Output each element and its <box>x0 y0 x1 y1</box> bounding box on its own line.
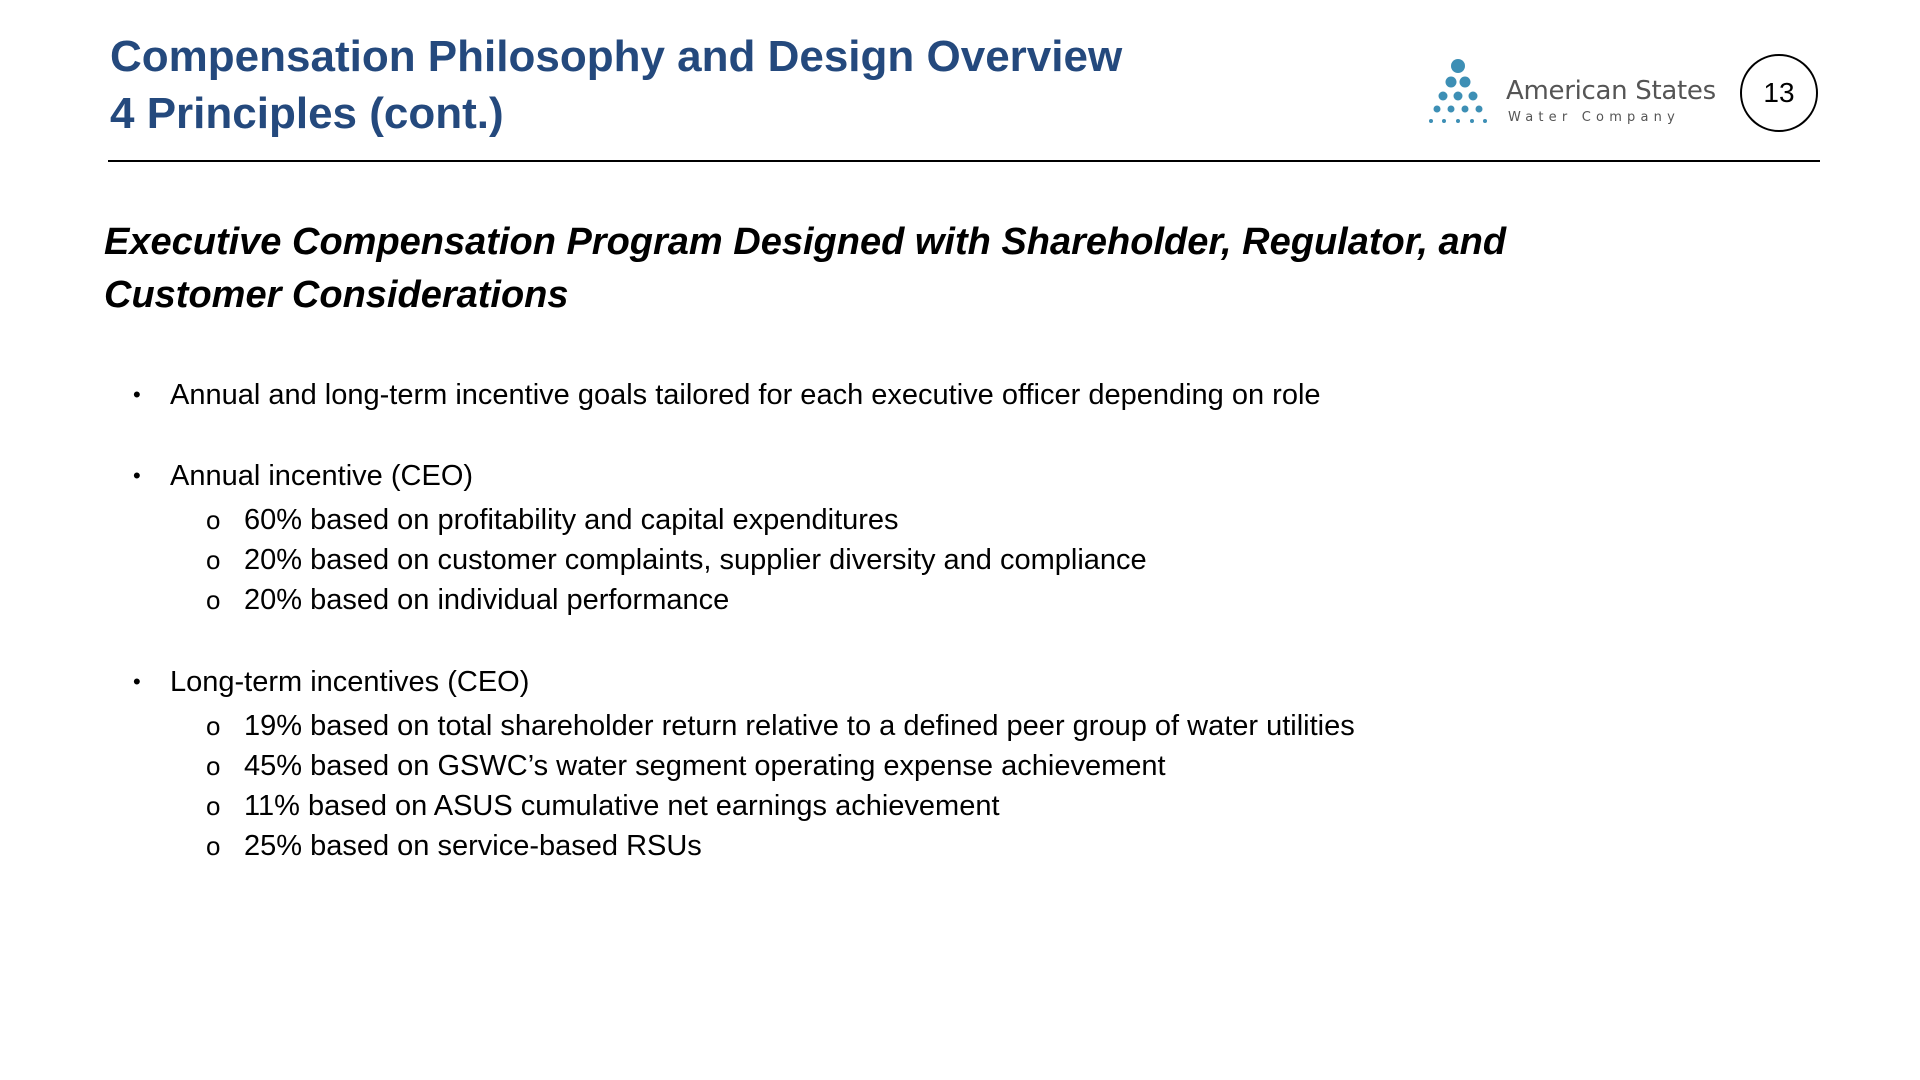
slide-title <box>110 28 1122 142</box>
logo-drop <box>1451 59 1465 73</box>
sub-bullet-marker: o <box>206 585 221 615</box>
logo-drop <box>1483 119 1487 123</box>
section-subtitle-line-1: Executive Compensation Program Designed with Shareholder, Regulator, and <box>104 221 1507 263</box>
sub-bullet-marker: o <box>206 751 221 781</box>
logo-drop <box>1434 106 1441 113</box>
logo-drop <box>1476 106 1483 113</box>
sub-bullet-item <box>206 503 899 537</box>
logo-drop <box>1460 77 1471 88</box>
company-logo <box>1418 58 1718 128</box>
sub-bullet-marker: o <box>206 505 221 535</box>
sub-bullet-marker: o <box>206 831 221 861</box>
logo-drop <box>1439 92 1448 101</box>
bullet-text: Annual incentive (CEO) <box>170 460 474 492</box>
logo-drop <box>1442 119 1446 123</box>
bullet-marker: • <box>133 669 141 694</box>
bullet-item <box>133 665 529 699</box>
section-subtitle-line-2: Customer Considerations <box>104 274 569 316</box>
sub-bullet-item <box>206 543 1147 577</box>
bullet-text: Long-term incentives (CEO) <box>170 666 530 698</box>
logo-company-name: American States <box>1506 76 1716 106</box>
logo-drop <box>1462 106 1469 113</box>
bullet-marker: • <box>133 382 141 407</box>
slide-title-line-1: Compensation Philosophy and Design Overview <box>110 32 1123 81</box>
sub-bullet-item <box>206 583 729 617</box>
logo-drop <box>1446 77 1457 88</box>
logo-drop <box>1456 119 1460 123</box>
logo-company-subtitle: Water Company <box>1508 110 1681 125</box>
sub-bullet-item <box>206 709 1355 743</box>
sub-bullet-item <box>206 749 1166 783</box>
logo-drop <box>1429 119 1433 123</box>
sub-bullet-marker: o <box>206 711 221 741</box>
sub-bullet-text: 45% based on GSWC’s water segment operating expense achievement <box>244 750 1166 782</box>
header-divider <box>108 160 1820 162</box>
logo-drop <box>1448 106 1455 113</box>
water-drops-logo-icon <box>1418 58 1498 126</box>
bullet-text: Annual and long-term incentive goals tailored for each executive officer depending on role <box>170 379 1321 411</box>
bullet-item <box>133 378 1321 412</box>
sub-bullet-item <box>206 789 1000 823</box>
section-subtitle <box>104 216 1506 322</box>
slide-title-line-2: 4 Principles (cont.) <box>110 89 504 138</box>
logo-drop <box>1470 119 1474 123</box>
sub-bullet-text: 20% based on customer complaints, supplier diversity and compliance <box>244 544 1147 576</box>
sub-bullet-marker: o <box>206 545 221 575</box>
sub-bullet-text: 25% based on service-based RSUs <box>244 830 702 862</box>
bullet-item <box>133 459 473 493</box>
bullet-marker: • <box>133 463 141 488</box>
page-number: 13 <box>1740 54 1818 132</box>
sub-bullet-item <box>206 829 702 863</box>
sub-bullet-text: 20% based on individual performance <box>244 584 730 616</box>
sub-bullet-text: 11% based on ASUS cumulative net earnings achievement <box>244 790 1000 822</box>
sub-bullet-text: 19% based on total shareholder return relative to a defined peer group of water utilities <box>244 710 1355 742</box>
logo-drop <box>1469 92 1478 101</box>
sub-bullet-text: 60% based on profitability and capital expenditures <box>244 504 899 536</box>
logo-drop <box>1454 92 1463 101</box>
sub-bullet-marker: o <box>206 791 221 821</box>
